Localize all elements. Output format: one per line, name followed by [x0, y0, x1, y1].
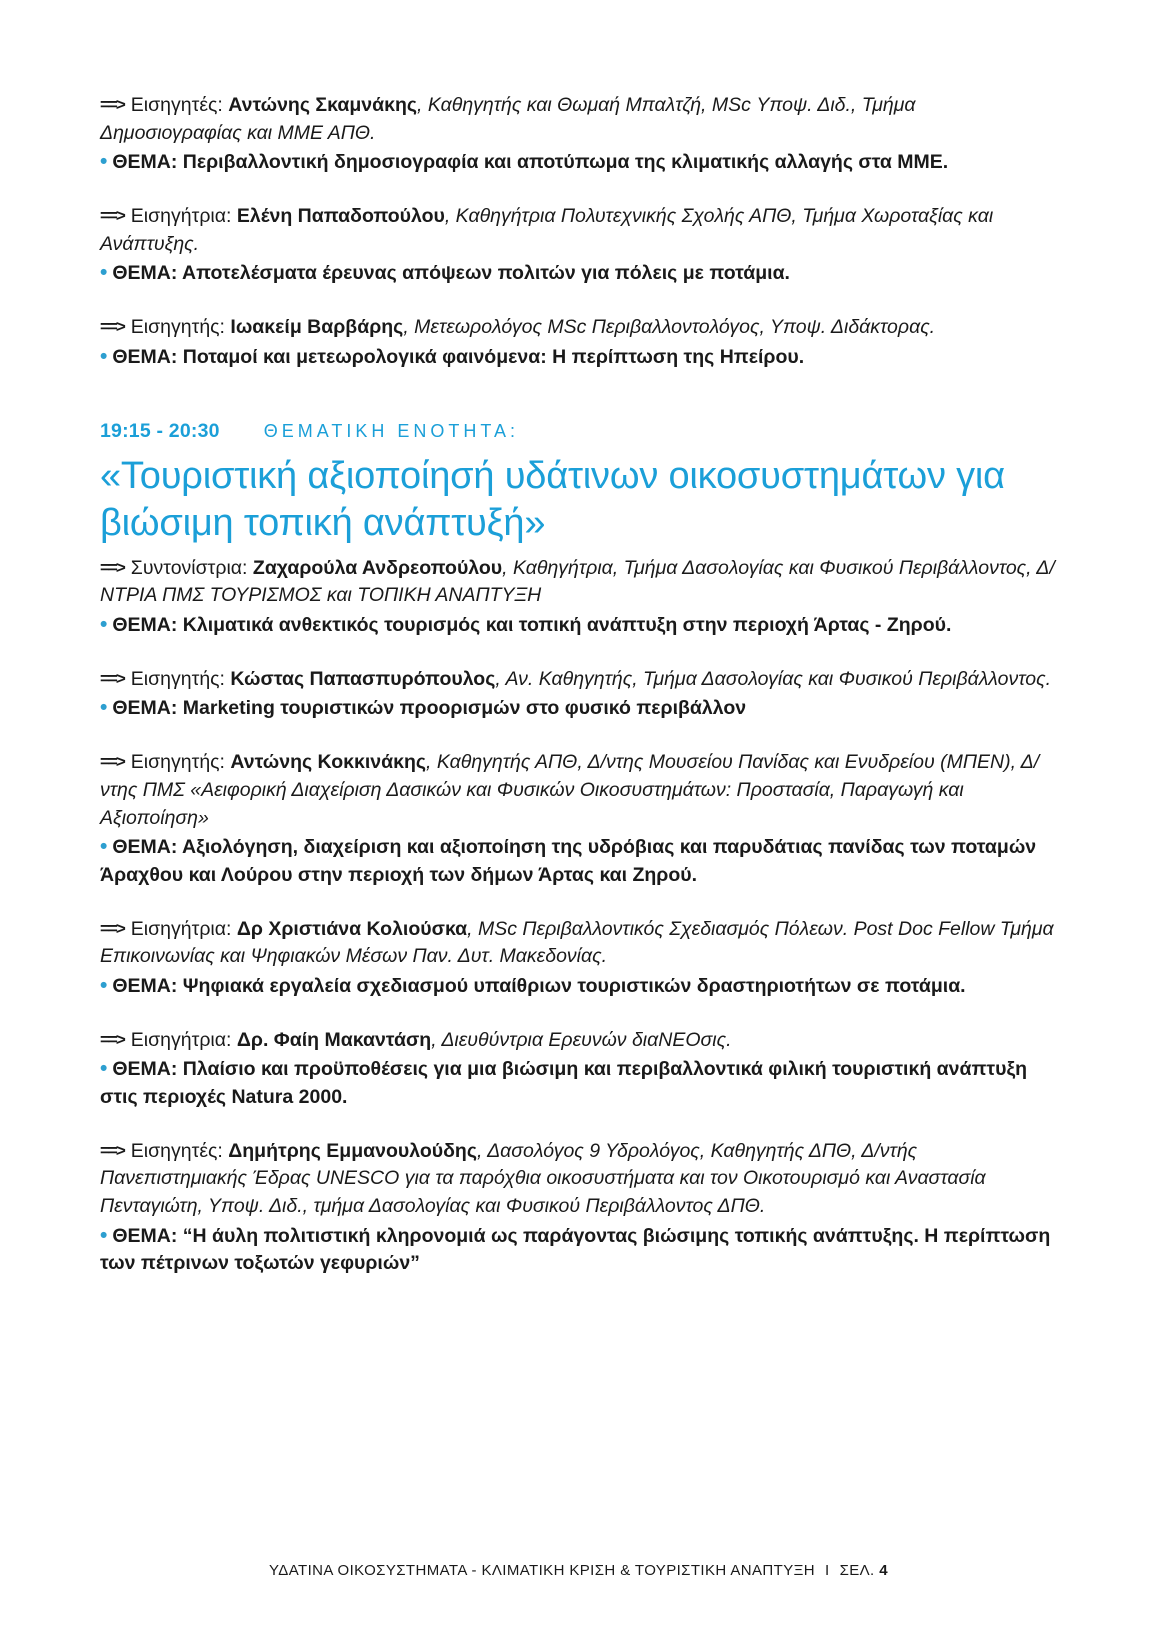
program-entry: [100, 916, 1057, 1001]
speaker-affiliation: , Καθηγήτρια, Τμήμα Δασολογίας και Φυσικού Περιβάλλοντος, Δ/ΝΤΡΙΑ ΠΜΣ ΤΟΥΡΙΣΜΟΣ και ΤΟΠΙΚΗ ΑΝΑΠΤΥΞΗ: [100, 556, 1055, 607]
arrow-icon: ==>: [100, 1029, 124, 1049]
arrow-icon: ==>: [100, 918, 124, 938]
arrow-icon: ==>: [100, 1140, 124, 1160]
speaker-affiliation: , Δασολόγος 9 Υδρολόγος, Καθηγητής ΔΠΘ, Δ/ντής Πανεπιστημιακής Έδρας UNESCO για τα παρόχθια οικοσυστήματα και τον Οικοτουρισμό και Αναστασία Πενταγιώτη, Υποψ. Διδ., τμήμα Δασολογίας και Φυσικού Περιβάλλοντος ΔΠΘ.: [100, 1139, 986, 1218]
theme-line: [100, 1223, 1057, 1278]
arrow-icon: ==>: [100, 317, 124, 337]
speaker-line: [100, 666, 1057, 694]
footer-page-label: ΣΕΛ.: [839, 1562, 875, 1579]
theme-line: [100, 612, 1057, 640]
speaker-affiliation: , Αν. Καθηγητής, Τμήμα Δασολογίας και Φυσικού Περιβάλλοντος.: [495, 667, 1051, 690]
theme-text: ΘΕΜΑ: Ποταμοί και μετεωρολογικά φαινόμενα: Η περίπτωση της Ηπείρου.: [112, 345, 805, 368]
bullet-icon: •: [100, 1223, 108, 1247]
session-meta-row: [100, 420, 1057, 443]
theme-text: ΘΕΜΑ: Marketing τουριστικών προορισμών στο φυσικό περιβάλλον: [112, 697, 747, 720]
session-kicker: ΘΕΜΑΤΙΚΗ ΕΝΟΤΗΤΑ:: [263, 420, 520, 441]
bullet-icon: •: [100, 613, 108, 637]
speaker-role: Εισηγητής:: [130, 667, 225, 690]
theme-text: ΘΕΜΑ: Αποτελέσματα έρευνας απόψεων πολιτών για πόλεις με ποτάμια.: [112, 262, 790, 285]
arrow-icon: ==>: [100, 206, 124, 226]
speaker-affiliation: , MSc Περιβαλλοντικός Σχεδιασμός Πόλεων. Post Doc Fellow Τμήμα Επικοινωνίας και Ψηφιακών Μέσων Παν. Δυτ. Μακεδονίας.: [100, 917, 1054, 968]
speaker-name: Αντώνης Σκαμνάκης: [228, 94, 418, 116]
theme-line: [100, 695, 1057, 723]
theme-line: [100, 973, 1057, 1001]
speaker-role: Εισηγήτρια:: [130, 917, 232, 940]
footer-separator: Ι: [824, 1562, 830, 1579]
bullet-icon: •: [100, 696, 108, 720]
footer-page-number: 4: [879, 1562, 888, 1579]
speaker-name: Δρ. Φαίη Μακαντάση: [236, 1028, 432, 1051]
theme-line: [100, 1056, 1057, 1111]
speaker-affiliation: , Μετεωρολόγος MSc Περιβαλλοντολόγος, Υποψ. Διδάκτορας.: [403, 316, 936, 339]
top-entries-group: [100, 92, 1057, 372]
program-entry: [100, 666, 1057, 723]
speaker-line: [100, 1138, 1057, 1221]
program-entry: [100, 1027, 1057, 1112]
theme-line: [100, 149, 1057, 177]
theme-line: [100, 834, 1057, 889]
spacer: [100, 640, 1057, 666]
program-entry: [100, 555, 1057, 640]
theme-text: ΘΕΜΑ: Πλαίσιο και προϋποθέσεις για μια βιώσιμη και περιβαλλοντικά φιλική τουριστική ανάπτυξη στις περιοχές Natura 2000.: [100, 1058, 1028, 1109]
speaker-role: Εισηγήτρια:: [130, 1028, 232, 1051]
theme-line: [100, 344, 1057, 372]
speaker-role: Εισηγητές:: [130, 94, 223, 116]
program-entry: [100, 749, 1057, 889]
speaker-line: [100, 555, 1057, 610]
session-time: 19:15 - 20:30: [100, 419, 220, 442]
speaker-line: [100, 916, 1057, 971]
speaker-affiliation: , Καθηγητής ΑΠΘ, Δ/ντης Μουσείου Πανίδας και Ενυδρείου (ΜΠΕΝ), Δ/ντης ΠΜΣ «Αειφορική Διαχείριση Δασικών και Φυσικών Οικοσυστημάτων: Προστασία, Παραγωγή και Αξιοποίηση»: [100, 751, 1040, 829]
spacer: [100, 1001, 1057, 1027]
program-entry: [100, 92, 1057, 177]
speaker-line: [100, 314, 1057, 342]
speaker-affiliation: , Καθηγήτρια Πολυτεχνικής Σχολής ΑΠΘ, Τμήμα Χωροταξίας και Ανάπτυξης.: [100, 205, 994, 255]
theme-text: ΘΕΜΑ: Αξιολόγηση, διαχείριση και αξιοποίηση της υδρόβιας και παρυδάτιας πανίδας των ποταμών Άραχθου και Λούρου στην περιοχή των δήμων Άρτας και Ζηρού.: [100, 836, 1037, 886]
speaker-role: Εισηγητής:: [130, 751, 225, 774]
speaker-name: Ζαχαρούλα Ανδρεοπούλου: [252, 556, 503, 579]
session-title: «Τουριστική αξιοποίησή υδάτινων οικοσυστημάτων για βιώσιμη τοπική ανάπτυξή»: [100, 454, 1005, 544]
arrow-icon: ==>: [100, 752, 124, 772]
page-footer: [0, 1562, 1157, 1579]
program-entry: [100, 203, 1057, 288]
bullet-icon: •: [100, 261, 108, 285]
program-entry: [100, 1138, 1057, 1278]
arrow-icon: ==>: [100, 557, 124, 577]
footer-title: ΥΔΑΤΙΝΑ ΟΙΚΟΣΥΣΤΗΜΑΤΑ - ΚΛΙΜΑΤΙΚΗ ΚΡΙΣΗ & ΤΟΥΡΙΣΤΙΚΗ ΑΝΑΠΤΥΞΗ: [269, 1562, 815, 1579]
speaker-name: Δρ Χριστιάνα Κολιούσκα: [236, 917, 468, 940]
session-header: [100, 420, 1057, 547]
theme-text: ΘΕΜΑ: “Η άυλη πολιτιστική κληρονομιά ως παράγοντας βιώσιμης τοπικής ανάπτυξης. Η περίπτωση των πέτρινων τοξωτών γεφυριών”: [100, 1224, 1051, 1275]
spacer: [100, 723, 1057, 749]
speaker-name: Ιωακείμ Βαρβάρης: [230, 316, 404, 339]
arrow-icon: ==>: [100, 668, 124, 688]
spacer: [100, 288, 1057, 314]
speaker-name: Αντώνης Κοκκινάκης: [230, 751, 427, 774]
spacer: [100, 177, 1057, 203]
theme-line: [100, 260, 1057, 288]
bullet-icon: •: [100, 344, 108, 368]
arrow-icon: ==>: [100, 95, 124, 114]
session-entries-group: [100, 555, 1057, 1278]
speaker-line: [100, 203, 1057, 258]
theme-text: ΘΕΜΑ: Περιβαλλοντική δημοσιογραφία και αποτύπωμα της κλιματικής αλλαγής στα ΜΜΕ.: [112, 151, 949, 174]
theme-text: ΘΕΜΑ: Κλιματικά ανθεκτικός τουρισμός και τοπική ανάπτυξη στην περιοχή Άρτας - Ζηρού.: [112, 614, 952, 637]
speaker-role: Συντονίστρια:: [130, 556, 248, 579]
spacer: [100, 1112, 1057, 1138]
speaker-affiliation: , Καθηγητής και Θωμαή Μπαλτζή, MSc Υποψ. Διδ., Τμήμα Δημοσιογραφίας και ΜΜΕ ΑΠΘ.: [100, 94, 916, 144]
speaker-name: Δημήτρης Εμμανουλούδης: [228, 1139, 477, 1162]
speaker-name: Κώστας Παπασπυρόπουλος: [230, 667, 496, 690]
bullet-icon: •: [100, 835, 108, 859]
speaker-affiliation: , Διευθύντρια Ερευνών διαΝΕΟσις.: [431, 1028, 732, 1051]
speaker-role: Εισηγητές:: [130, 1139, 223, 1162]
bullet-icon: •: [100, 973, 108, 997]
spacer: [100, 890, 1057, 916]
theme-text: ΘΕΜΑ: Ψηφιακά εργαλεία σχεδιασμού υπαίθριων τουριστικών δραστηριοτήτων σε ποτάμια.: [112, 974, 966, 997]
bullet-icon: •: [100, 1057, 108, 1081]
bullet-icon: •: [100, 150, 108, 174]
speaker-line: [100, 749, 1057, 832]
speaker-role: Εισηγητής:: [130, 316, 225, 339]
speaker-line: [100, 92, 1057, 147]
speaker-line: [100, 1027, 1057, 1055]
program-entry: [100, 314, 1057, 371]
speaker-role: Εισηγήτρια:: [130, 205, 232, 228]
speaker-name: Ελένη Παπαδοπούλου: [236, 205, 445, 228]
